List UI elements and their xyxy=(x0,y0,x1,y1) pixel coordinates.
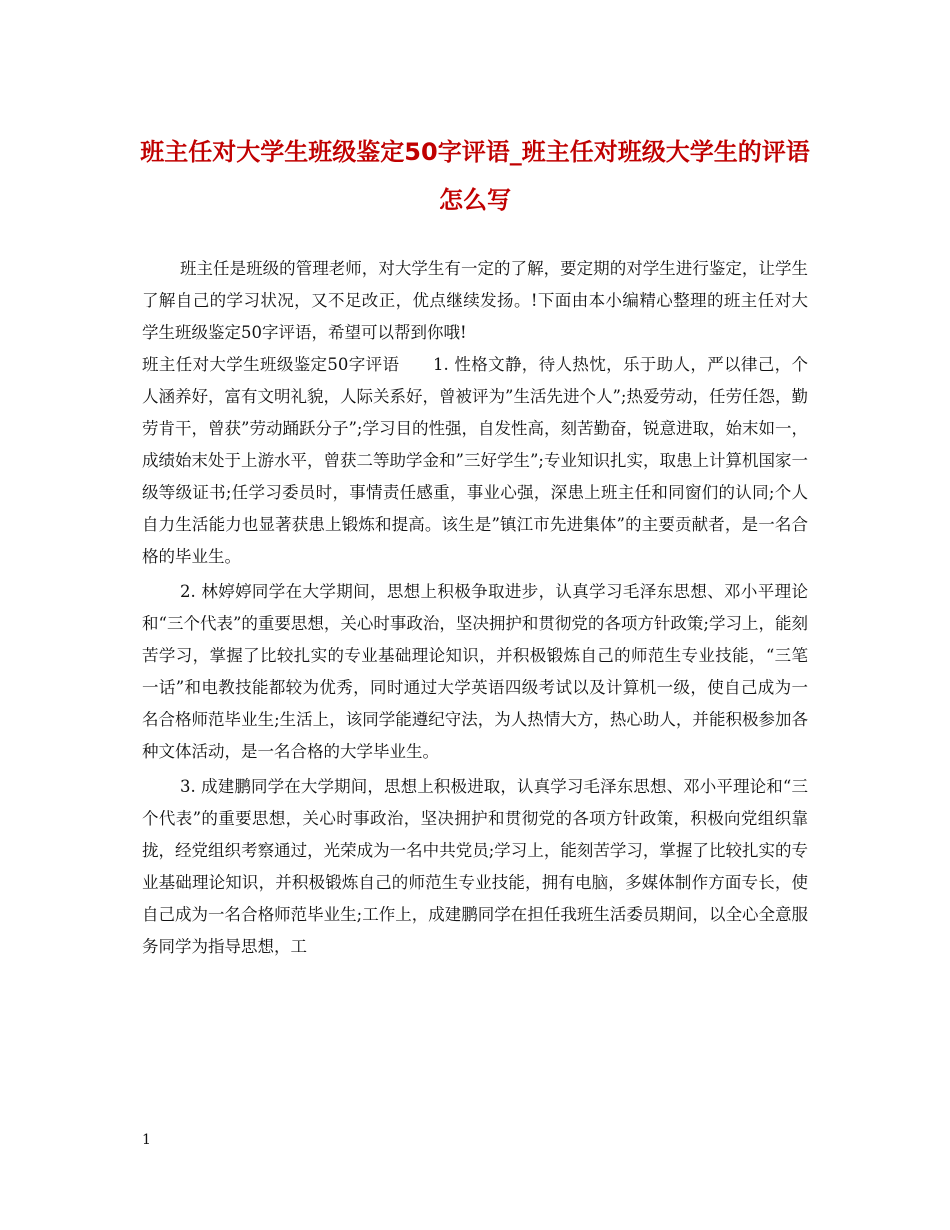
document-body xyxy=(142,253,808,966)
page-number: 1 xyxy=(142,1132,151,1148)
comment-paragraph-3: 3. 成建鹏同学在大学期间，思想上积极进取，认真学习毛泽东思想、邓小平理论和“三个代表”的重要思想，关心时事政治，坚决拥护和贯彻党的各项方针政策，积极向党组织靠拢，经党组织考察通过，光荣成为一名中共党员;学习上，能刻苦学习，掌握了比较扎实的专业基础理论知识，并积极锻炼自己的师范生专业技能，拥有电脑，多媒体制作方面专长，使自己成为一名合格师范毕业生;工作上，成建鹏同学在担任我班生活委员期间，以全心全意服务同学为指导思想，工 xyxy=(142,777,808,956)
comment-paragraph-2: 2. 林婷婷同学在大学期间，思想上积极争取进步，认真学习毛泽东思想、邓小平理论和“三个代表”的重要思想，关心时事政治，坚决拥护和贯彻党的各项方针政策;学习上，能刻苦学习，掌握了比较扎实的专业基础理论知识，并积极锻炼自己的师范生专业技能，“三笔一话”和电教技能都较为优秀，同时通过大学英语四级考试以及计算机一级，使自己成为一名合格师范毕业生;生活上，该同学能遵纪守法，为人热情大方，热心助人，并能积极参加各种文体活动，是一名合格的大学毕业生。 xyxy=(142,582,808,761)
document-title: 班主任对大学生班级鉴定50字评语_班主任对班级大学生的评语怎么写 xyxy=(140,138,810,214)
intro-paragraph: 班主任是班级的管理老师，对大学生有一定的了解，要定期的对学生进行鉴定，让学生了解自己的学习状况，又不足改正，优点继续发扬。!下面由本小编精心整理的班主任对大学生班级鉴定50字评语，希望可以帮到你哦! xyxy=(142,259,808,342)
comment-paragraph-1: 班主任对大学生班级鉴定50字评语 1. 性格文静，待人热忱，乐于助人，严以律己，个人涵养好，富有文明礼貌，人际关系好，曾被评为”生活先进个人”;热爱劳动，任劳任怨，勤劳肯干，曾获”劳动踊跃分子”;学习目的性强，自发性高，刻苦勤奋，锐意进取，始末如一，成绩始末处于上游水平，曾获二等助学金和”三好学生”;专业知识扎实，取患上计算机国家一级等级证书;任学习委员时，事情责任感重，事业心强，深患上班主任和同窗们的认同;个人自力生活能力也显著获患上锻炼和提高。该生是”镇江市先进集体”的主要贡献者，是一名合格的毕业生。 xyxy=(142,355,808,566)
